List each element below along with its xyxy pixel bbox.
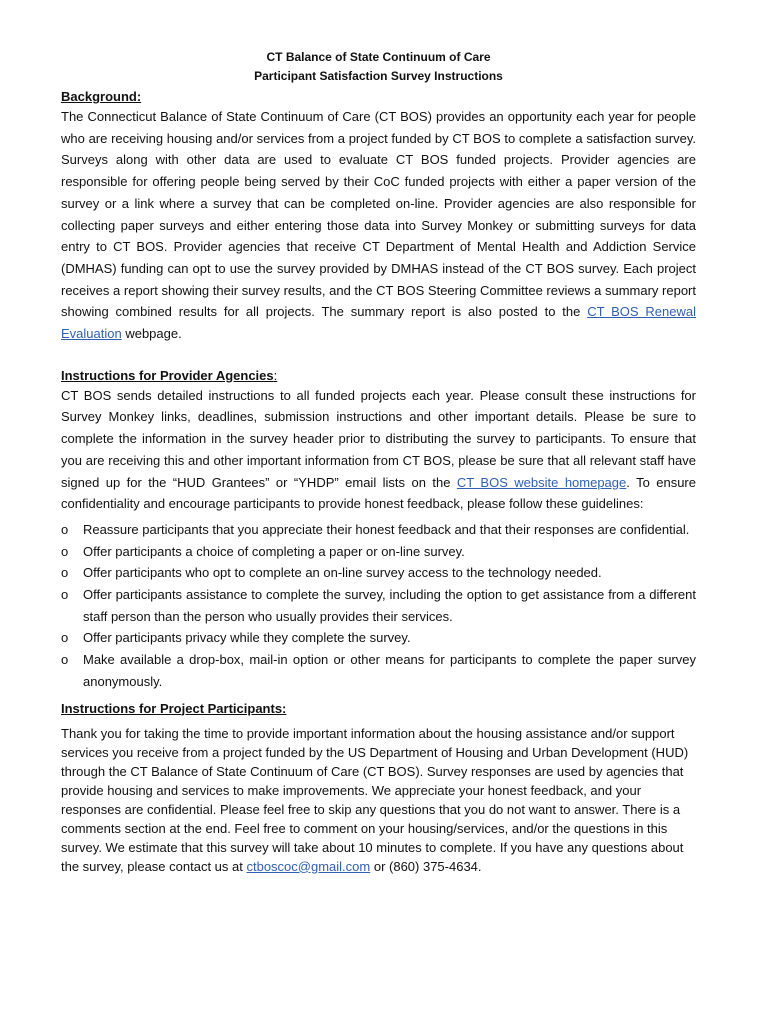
list-item — [61, 627, 696, 649]
provider-heading-text: Instructions for Provider Agencies — [61, 367, 274, 383]
background-section — [61, 87, 696, 345]
renewal-evaluation-link[interactable]: CT BOS Renewal Evaluation — [61, 304, 697, 342]
participant-heading: Instructions for Project Participants: — [61, 700, 287, 716]
provider-text-end: . To ensure confidentiality and encourage participants to provide honest feedback, please follow these guidelines: — [61, 474, 696, 512]
list-item — [61, 562, 696, 584]
participant-paragraph — [61, 724, 696, 876]
list-item-text: Offer participants assistance to complete the survey, including the option to get assistance from a different staff person than the person who usually provides their services. — [83, 587, 696, 624]
list-item — [61, 519, 696, 541]
bullet-icon: o — [61, 521, 69, 537]
section-spacer — [61, 345, 696, 366]
list-item — [61, 541, 696, 563]
list-item-text: Offer participants privacy while they complete the survey. — [83, 630, 411, 646]
document-subtitle: Participant Satisfaction Survey Instructions — [254, 69, 503, 83]
background-text-end: webpage. — [121, 326, 182, 342]
participant-text: Thank you for taking the time to provide important information about the housing assistance and/or support services you receive from a project funded by the US Department of Housing and Urban Development (HUD) through the CT Balance of State Continuum of Care (CT BOS). Survey responses are used by agencies that provide housing and services to make improvements. We appreciate your honest feedback, and your responses are confidential. Please feel free to skip any questions that you do not want to answer. There is a comments section at the end. Feel free to comment on your housing/services, and/or the questions in this survey. We estimate that this survey will take about 10 minutes to complete. If you have any questions about the survey, please contact us at — [61, 725, 689, 874]
provider-heading — [61, 366, 696, 385]
participant-instructions-section — [61, 699, 696, 876]
bullet-icon: o — [61, 587, 69, 603]
list-item — [61, 649, 696, 692]
guidelines-list — [61, 519, 696, 693]
provider-instructions-section — [61, 366, 696, 693]
provider-text: CT BOS sends detailed instructions to all funded projects each year. Please consult these instructions for Survey Monkey links, deadlines, submission instructions and other important details. Please be sure to complete the information in the survey header prior to distributing the survey to participants. To ensure that you are receiving this and other important information from CT BOS, please be sure that all relevant staff have signed up for the “HUD Grantees” or “YHDP” email lists on the — [61, 387, 696, 490]
background-paragraph — [61, 106, 696, 345]
list-item-text: Offer participants who opt to complete an on-line survey access to the technology needed. — [83, 565, 602, 581]
contact-email-link[interactable]: ctboscoc@gmail.com — [246, 858, 371, 874]
background-heading: Background: — [61, 89, 142, 104]
website-homepage-link[interactable]: CT BOS website homepage — [456, 474, 627, 490]
participant-text-end: or (860) 375-4634. — [370, 858, 482, 874]
list-item-text: Offer participants a choice of completing a paper or on-line survey. — [83, 543, 465, 559]
list-item-text: Reassure participants that you appreciate their honest feedback and that their responses are confidential. — [83, 521, 690, 537]
bullet-icon: o — [61, 543, 69, 559]
bullet-icon: o — [61, 565, 69, 581]
bullet-icon: o — [61, 652, 69, 668]
list-item-text: Make available a drop-box, mail-in option or other means for participants to complete the paper survey anonymously. — [83, 652, 696, 689]
document-title: CT Balance of State Continuum of Care — [266, 50, 491, 64]
list-item — [61, 584, 696, 627]
provider-heading-colon: : — [273, 367, 278, 383]
background-text: The Connecticut Balance of State Continuum of Care (CT BOS) provides an opportunity each year for people who are receiving housing and/or services from a project funded by CT BOS to complete a satisfaction survey. Surveys along with other data are used to evaluate CT BOS funded projects. Provider agencies are responsible for offering people being served by their CoC funded projects with either a paper version of the survey or a link where a survey that can be completed on-line. Provider agencies are also responsible for collecting paper surveys and either entering those data into Survey Monkey or submitting surveys for data entry to CT BOS. Provider agencies that receive CT Department of Mental Health and Addiction Service (DMHAS) funding can opt to use the survey provided by DMHAS instead of the CT BOS survey. Each project receives a report showing their survey results, and the CT BOS Steering Committee reviews a summary report showing combined results for all projects. The summary report is also posted to the — [61, 109, 696, 320]
bullet-icon: o — [61, 630, 69, 646]
provider-paragraph — [61, 385, 696, 515]
